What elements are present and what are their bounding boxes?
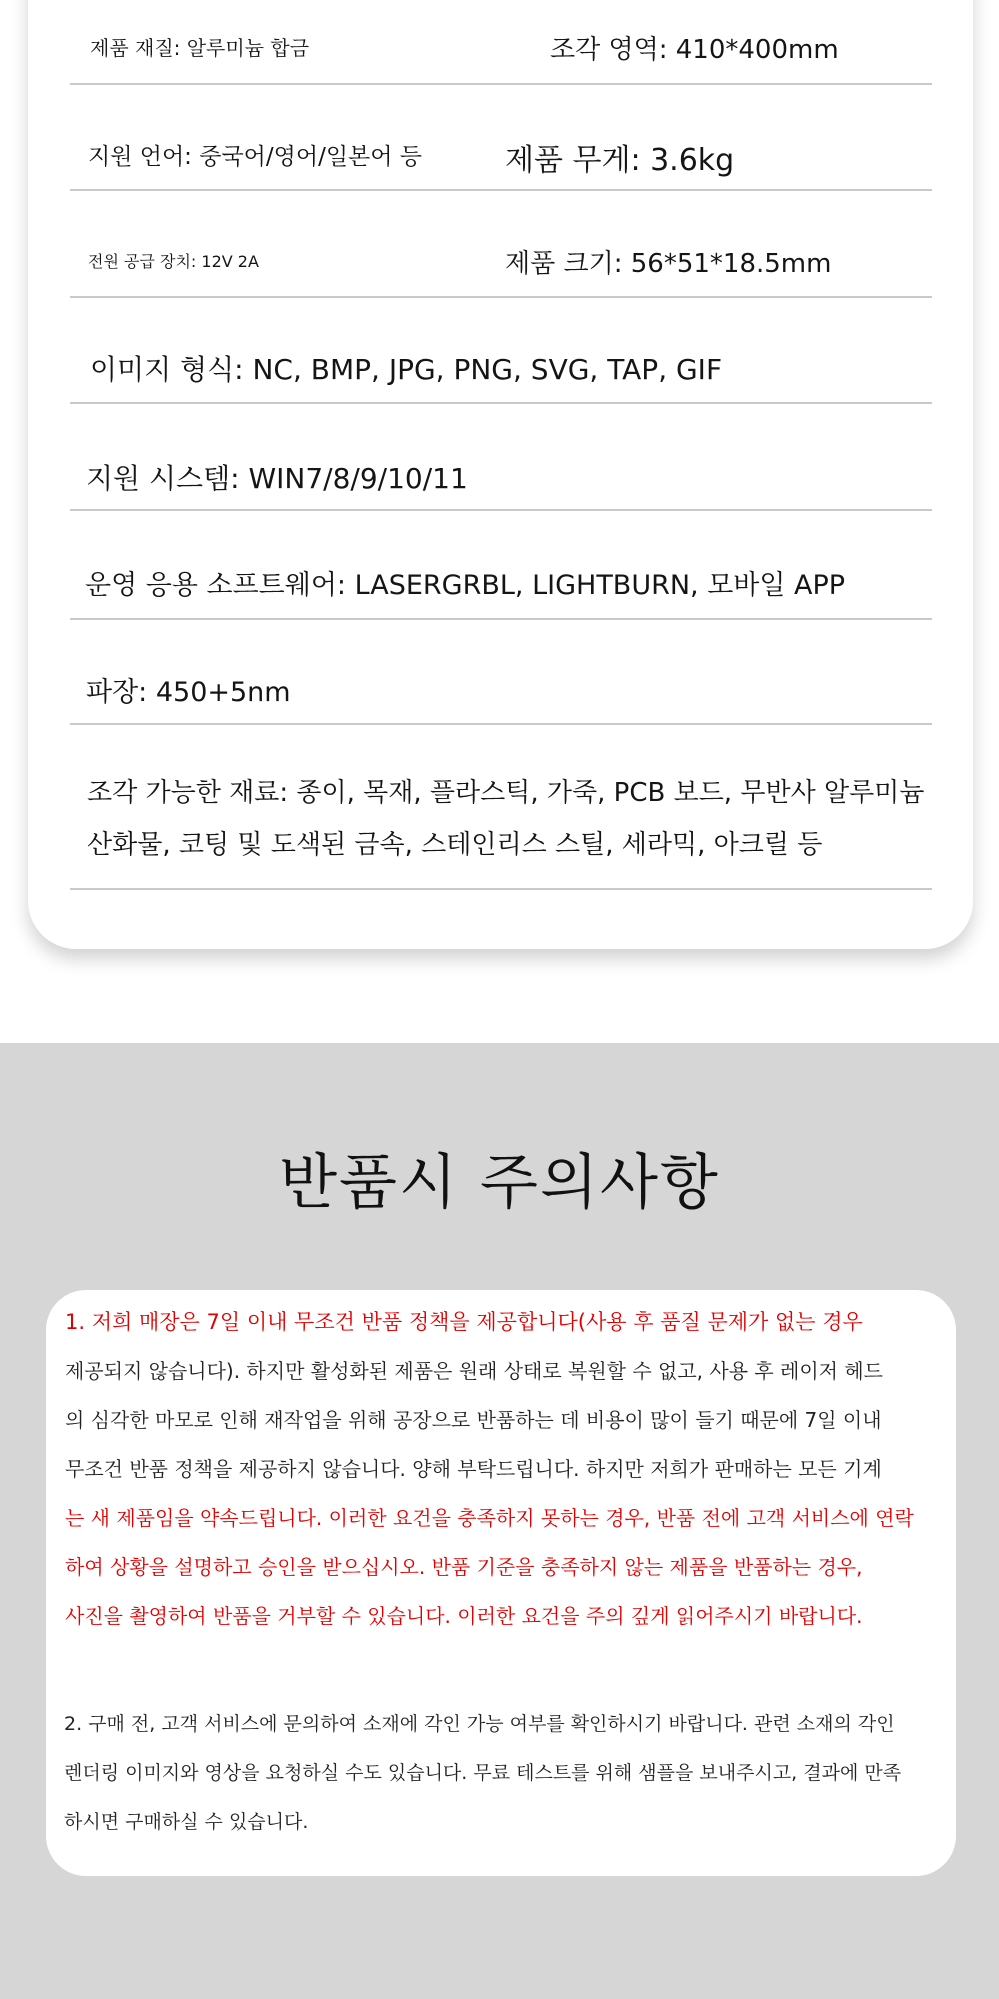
paragraph-line: 렌더링 이미지와 영상을 요청하실 수도 있습니다. 무료 테스트를 위해 샘플을 보내주시고, 결과에 만족: [64, 1762, 902, 1784]
spec-language: 지원 언어: 중국어/영어/일본어 등: [88, 144, 423, 170]
return-notice-title: 반품시 주의사항: [279, 1148, 720, 1218]
paragraph-line: 하시면 구매하실 수 있습니다.: [64, 1811, 309, 1833]
spec-row: [70, 725, 932, 890]
spec-power-supply: 전원 공급 장치: 12V 2A: [88, 252, 259, 271]
spec-engraving-area: 조각 영역: 410*400mm: [550, 35, 839, 65]
paragraph-line: 2. 구매 전, 고객 서비스에 문의하여 소재에 각인 가능 여부를 확인하시기 바랍니다. 관련 소재의 각인: [64, 1713, 895, 1735]
paragraph-line: 사진을 촬영하여 반품을 거부할 수 있습니다. 이러한 요건을 주의 깊게 읽어주시기 바랍니다.: [65, 1604, 863, 1628]
return-notice-card: [46, 1290, 956, 1876]
spec-row: [70, 511, 932, 620]
spec-material: 제품 재질: 알루미늄 합금: [90, 36, 310, 60]
spec-software: 운영 응용 소프트웨어: LASERGRBL, LIGHTBURN, 모바일 APP: [85, 570, 846, 601]
spec-materials-line2: 산화물, 코팅 및 도색된 금속, 스테인리스 스틸, 세라믹, 아크릴 등: [87, 830, 823, 860]
spec-image-format: 이미지 형식: NC, BMP, JPG, PNG, SVG, TAP, GIF: [90, 353, 723, 386]
paragraph-line: 의 심각한 마모로 인해 재작업을 위해 공장으로 반품하는 데 비용이 많이 들기 때문에 7일 이내: [65, 1408, 882, 1432]
spec-row: [70, 298, 932, 404]
spec-materials-line1: 조각 가능한 재료: 종이, 목재, 플라스틱, 가죽, PCB 보드, 무반사 알루미늄: [87, 778, 925, 808]
spec-wavelength: 파장: 450+5nm: [86, 677, 291, 708]
spec-size: 제품 크기: 56*51*18.5mm: [505, 249, 832, 279]
spec-weight: 제품 무게: 3.6kg: [505, 143, 735, 178]
return-policy-paragraph: [65, 1298, 965, 1641]
spec-system: 지원 시스템: WIN7/8/9/10/11: [86, 462, 468, 495]
spec-row: [70, 191, 932, 298]
paragraph-line: 무조건 반품 정책을 제공하지 않습니다. 양해 부탁드립니다. 하지만 저희가 판매하는 모든 기계: [65, 1457, 882, 1481]
paragraph-line: 제공되지 않습니다). 하지만 활성화된 제품은 원래 상태로 복원할 수 없고, 사용 후 레이저 헤드: [65, 1359, 884, 1383]
spec-row: [70, 404, 932, 511]
spec-row: [70, 620, 932, 725]
spec-row: [70, 85, 932, 191]
paragraph-line: 1. 저희 매장은 7일 이내 무조건 반품 정책을 제공합니다(사용 후 품질 문제가 없는 경우: [65, 1310, 863, 1334]
pre-purchase-paragraph: [64, 1700, 964, 1847]
spec-row: [70, 0, 932, 85]
paragraph-line: 하여 상황을 설명하고 승인을 받으십시오. 반품 기준을 충족하지 않는 제품을 반품하는 경우,: [65, 1555, 863, 1579]
paragraph-line: 는 새 제품임을 약속드립니다. 이러한 요건을 충족하지 못하는 경우, 반품 전에 고객 서비스에 연락: [65, 1506, 914, 1530]
